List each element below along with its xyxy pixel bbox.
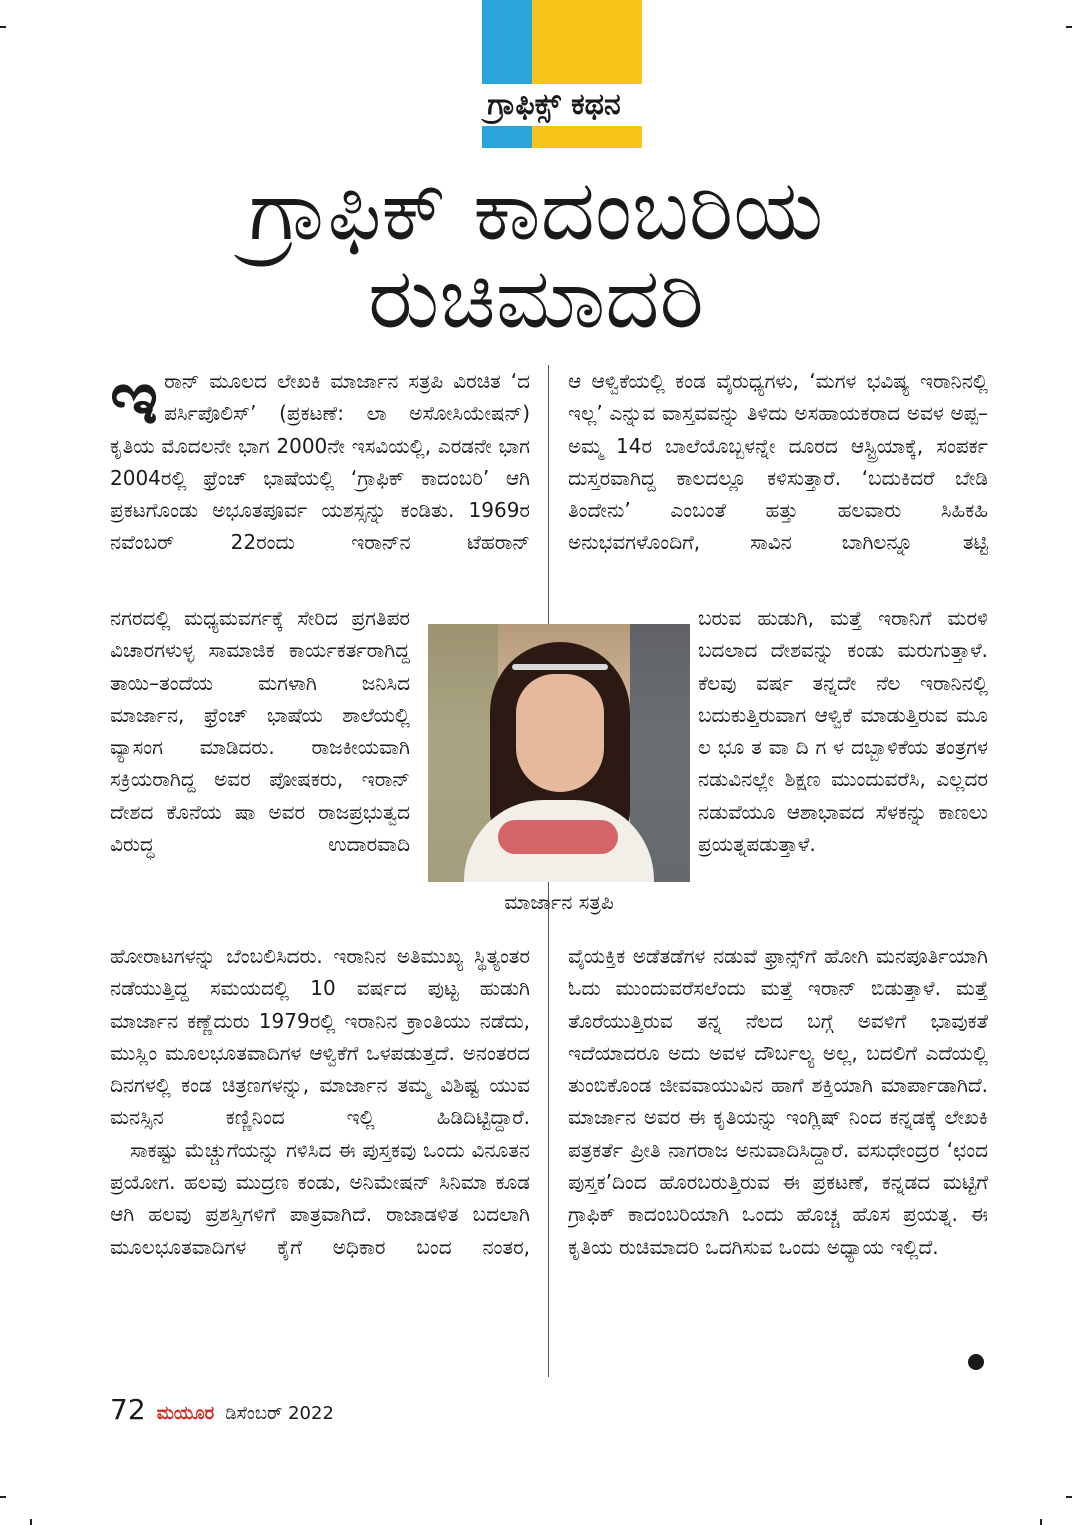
article-col2-paragraph-end: ವೈಯಕ್ತಿಕ ಅಡೆತಡೆಗಳ ನಡುವೆ ಫ್ರಾನ್ಸ್‌ಗೆ ಹೋಗಿ ಮನಪೂರ್ತಿಯಾಗಿ ಓದು ಮುಂದುವರೆಸಲೆಂದು ಮತ್ತೆ ಇರಾನ್ ಬಿಡುತ್ತಾಳೆ. ಮತ್ತೆ ತೊರೆಯುತ್ತಿರುವ ತನ್ನ ನೆಲದ ಬಗ್ಗೆ ಅವಳಿಗೆ ಭಾವುಕತೆ ಇದೆಯಾದರೂ ಅದು ಅವಳ ದೌರ್ಬಲ್ಯ ಅಲ್ಲ, ಬದಲಿಗೆ ಎದೆಯಲ್ಲಿ ತುಂಬಿಕೊಂಡ ಜೀವವಾಯುವಿನ ಹಾಗೆ ಶಕ್ತಿಯಾಗಿ ಮಾರ್ಪಾಡಾಗಿದೆ. ಮಾರ್ಜಾನ ಅವರ ಈ ಕೃತಿಯನ್ನು ಇಂಗ್ಲಿಷ್ ನಿಂದ ಕನ್ನಡಕ್ಕೆ ಲೇಖಕಿ ಪತ್ರಕರ್ತೆ ಪ್ರೀತಿ ನಾಗರಾಜ ಅನುವಾದಿಸಿದ್ದಾರೆ. ವಸುಧೇಂದ್ರರ ‘ಛಂದ ಪುಸ್ತಕ’ದಿಂದ ಹೊರಬರುತ್ತಿರುವ ಈ ಪ್ರಕಟಣೆ, ಕನ್ನಡದ ಮಟ್ಟಿಗೆ ಗ್ರಾಫಿಕ್ ಕಾದಂಬರಿಯಾಗಿ ಒಂದು ಹೊಚ್ಚ ಹೊಸ ಪ್ರಯತ್ನ. ಈ ಕೃತಿಯ ರುಚಿಮಾದರಿ ಒದಗಿಸುವ ಒಂದು ಅಧ್ಯಾಯ ಇಲ್ಲಿದೆ.	[568, 944, 988, 1259]
crop-mark	[0, 26, 6, 28]
article-col1-bottom	[110, 940, 530, 1380]
page-footer	[110, 1392, 334, 1428]
article-col2-top	[568, 365, 988, 595]
end-of-article-bullet	[968, 1354, 984, 1370]
magazine-name: ಮಯೂರ	[156, 1403, 215, 1424]
article-paragraph-1-end: ಹೋರಾಟಗಳನ್ನು ಬೆಂಬಲಿಸಿದರು. ಇರಾನಿನ ಅತಿಮುಖ್ಯ ಸ್ಥಿತ್ಯಂತರ ನಡೆಯುತ್ತಿದ್ದ ಸಮಯದಲ್ಲಿ 10 ವರ್ಷದ ಪುಟ್ಟ ಹುಡುಗಿ ಮಾರ್ಜಾನ ಕಣ್ಣೆದುರು 1979ರಲ್ಲಿ ಇರಾನಿನ ಕ್ರಾಂತಿಯು ನಡೆದು, ಮುಸ್ಲಿಂ ಮೂಲಭೂತವಾದಿಗಳ ಆಳ್ವಿಕೆಗೆ ಒಳಪಡುತ್ತದೆ. ಅನಂತರದ ದಿನಗಳಲ್ಲಿ ಕಂಡ ಚಿತ್ರಣಗಳನ್ನು, ಮಾರ್ಜಾನ ತಮ್ಮ ವಿಶಿಷ್ಟ ಯುವ ಮನಸ್ಸಿನ ಕಣ್ಣಿನಿಂದ ಇಲ್ಲಿ ಹಿಡಿದಿಟ್ಟಿದ್ದಾರೆ.	[110, 944, 530, 1130]
headline-line-2: ರುಚಿಮಾದರಿ	[368, 249, 704, 347]
article-col2-wrap	[698, 602, 988, 932]
photo-caption: ಮಾರ್ಜಾನ ಸತ್ರಪಿ	[504, 890, 614, 914]
article-col1-wrap	[110, 602, 410, 932]
article-col2-paragraph-start: ಆ ಆಳ್ವಿಕೆಯಲ್ಲಿ ಕಂಡ ವೈರುಧ್ಯಗಳು, ‘ಮಗಳ ಭವಿಷ್ಯ ಇರಾನಿನಲ್ಲಿ ಇಲ್ಲ’ ಎನ್ನುವ ವಾಸ್ತವವನ್ನು ತಿಳಿದು ಅಸಹಾಯಕರಾದ ಅವಳ ಅಪ್ಪ–ಅಮ್ಮ 14ರ ಬಾಲೆಯೊಬ್ಬಳನ್ನೇ ದೂರದ ಆಸ್ಟ್ರಿಯಾಕ್ಕೆ, ಸಂಪರ್ಕ ದುಸ್ತರವಾಗಿದ್ದ ಕಾಲದಲ್ಲೂ ಕಳಿಸುತ್ತಾರೆ. ‘ಬದುಕಿದರೆ ಬೇಡಿ ತಿಂದೇನು’ ಎಂಬಂತೆ ಹತ್ತು ಹಲವಾರು ಸಿಹಿಕಹಿ ಅನುಭವಗಳೊಂದಿಗೆ, ಸಾವಿನ ಬಾಗಿಲನ್ನೂ ತಟ್ಟಿ	[568, 369, 988, 555]
article-paragraph-1-middle: ನಗರದಲ್ಲಿ ಮಧ್ಯಮವರ್ಗಕ್ಕೆ ಸೇರಿದ ಪ್ರಗತಿಪರ ವಿಚಾರಗಳುಳ್ಳ ಸಾಮಾಜಿಕ ಕಾರ್ಯಕರ್ತರಾಗಿದ್ದ ತಾಯಿ–ತಂದೆಯ ಮಗಳಾಗಿ ಜನಿಸಿದ ಮಾರ್ಜಾನ, ಫ್ರೆಂಚ್ ಭಾಷೆಯ ಶಾಲೆಯಲ್ಲಿ ವ್ಯಾಸಂಗ ಮಾಡಿದರು. ರಾಜಕೀಯವಾಗಿ ಸಕ್ರಿಯರಾಗಿದ್ದ ಅವರ ಪೋಷಕರು, ಇರಾನ್ ದೇಶದ ಕೊನೆಯ ಷಾ ಅವರ ರಾಜಪ್ರಭುತ್ವದ ವಿರುದ್ಧ ಉದಾರವಾದಿ	[110, 606, 410, 857]
section-label: ಗ್ರಾಫಿಕ್ಸ್ ಕಥನ	[447, 84, 661, 126]
crop-mark	[30, 1519, 32, 1525]
article-col2-bottom	[568, 940, 988, 1380]
crop-mark	[1066, 26, 1072, 28]
crop-mark	[1066, 1496, 1072, 1498]
crop-mark	[0, 1496, 6, 1498]
drop-cap: ಇ	[110, 365, 159, 441]
crop-mark	[1040, 1519, 1042, 1525]
issue-date: ಡಿಸೆಂಬರ್ 2022	[225, 1403, 334, 1424]
article-paragraph-2: ಸಾಕಷ್ಟು ಮೆಚ್ಚುಗೆಯನ್ನು ಗಳಿಸಿದ ಈ ಪುಸ್ತಕವು ಒಂದು ವಿನೂತನ ಪ್ರಯೋಗ. ಹಲವು ಮುದ್ರಣ ಕಂಡು, ಅನಿಮೇಷನ್ ಸಿನಿಮಾ ಕೂಡ ಆಗಿ ಹಲವು ಪ್ರಶಸ್ತಿಗಳಿಗೆ ಪಾತ್ರವಾಗಿದೆ. ರಾಜಾಡಳಿತ ಬದಲಾಗಿ ಮೂಲಭೂತವಾದಿಗಳ ಕೈಗೆ ಅಧಿಕಾರ ಬಂದ ನಂತರ,	[110, 1137, 530, 1259]
article-col2-paragraph-middle: ಬರುವ ಹುಡುಗಿ, ಮತ್ತೆ ಇರಾನಿಗೆ ಮರಳಿ ಬದಲಾದ ದೇಶವನ್ನು ಕಂಡು ಮರುಗುತ್ತಾಳೆ. ಕೆಲವು ವರ್ಷ ತನ್ನದೇ ನೆಲ ಇರಾನಿನಲ್ಲಿ ಬದುಕುತ್ತಿರುವಾಗ ಆಳ್ವಿಕೆ ಮಾಡುತ್ತಿರುವ ಮೂ ಲ ಭೂ ತ ವಾ ದಿ ಗ ಳ ದಬ್ಬಾಳಿಕೆಯ ತಂತ್ರಗಳ ನಡುವಿನಲ್ಲೇ ಶಿಕ್ಷಣ ಮುಂದುವರೆಸಿ, ಎಲ್ಲದರ ನಡುವೆಯೂ ಆಶಾಭಾವದ ಸೆಳಕನ್ನು ಕಾಣಲು ಪ್ರಯತ್ನಪಡುತ್ತಾಳೆ.	[698, 606, 988, 857]
article-paragraph-1-start: ರಾನ್ ಮೂಲದ ಲೇಖಕಿ ಮಾರ್ಜಾನ ಸತ್ರಪಿ ವಿರಚಿತ ‘ದ ಪರ್ಸಿಪೊಲಿಸ್’ (ಪ್ರಕಟಣೆ: ಲಾ ಅಸೋಸಿಯೇಷನ್) ಕೃತಿಯ ಮೊದಲನೇ ಭಾಗ 2000ನೇ ಇಸವಿಯಲ್ಲಿ, ಎರಡನೇ ಭಾಗ 2004ರಲ್ಲಿ ಫ್ರೆಂಚ್ ಭಾಷೆಯಲ್ಲಿ ‘ಗ್ರಾಫಿಕ್ ಕಾದಂಬರಿ’ ಆಗಿ ಪ್ರಕಟಗೊಂಡು ಅಭೂತಪೂರ್ವ ಯಶಸ್ಸನ್ನು ಕಂಡಿತು. 1969ರ ನವೆಂಬರ್ 22ರಂದು ಇರಾನ್‌ನ ಟೆಹರಾನ್	[110, 369, 530, 555]
page-number: 72	[110, 1393, 146, 1426]
author-photo	[428, 624, 690, 882]
headline-line-1: ಗ್ರಾಫಿಕ್ ಕಾದಂಬರಿಯ	[248, 161, 824, 259]
article-col1-top	[110, 365, 530, 595]
